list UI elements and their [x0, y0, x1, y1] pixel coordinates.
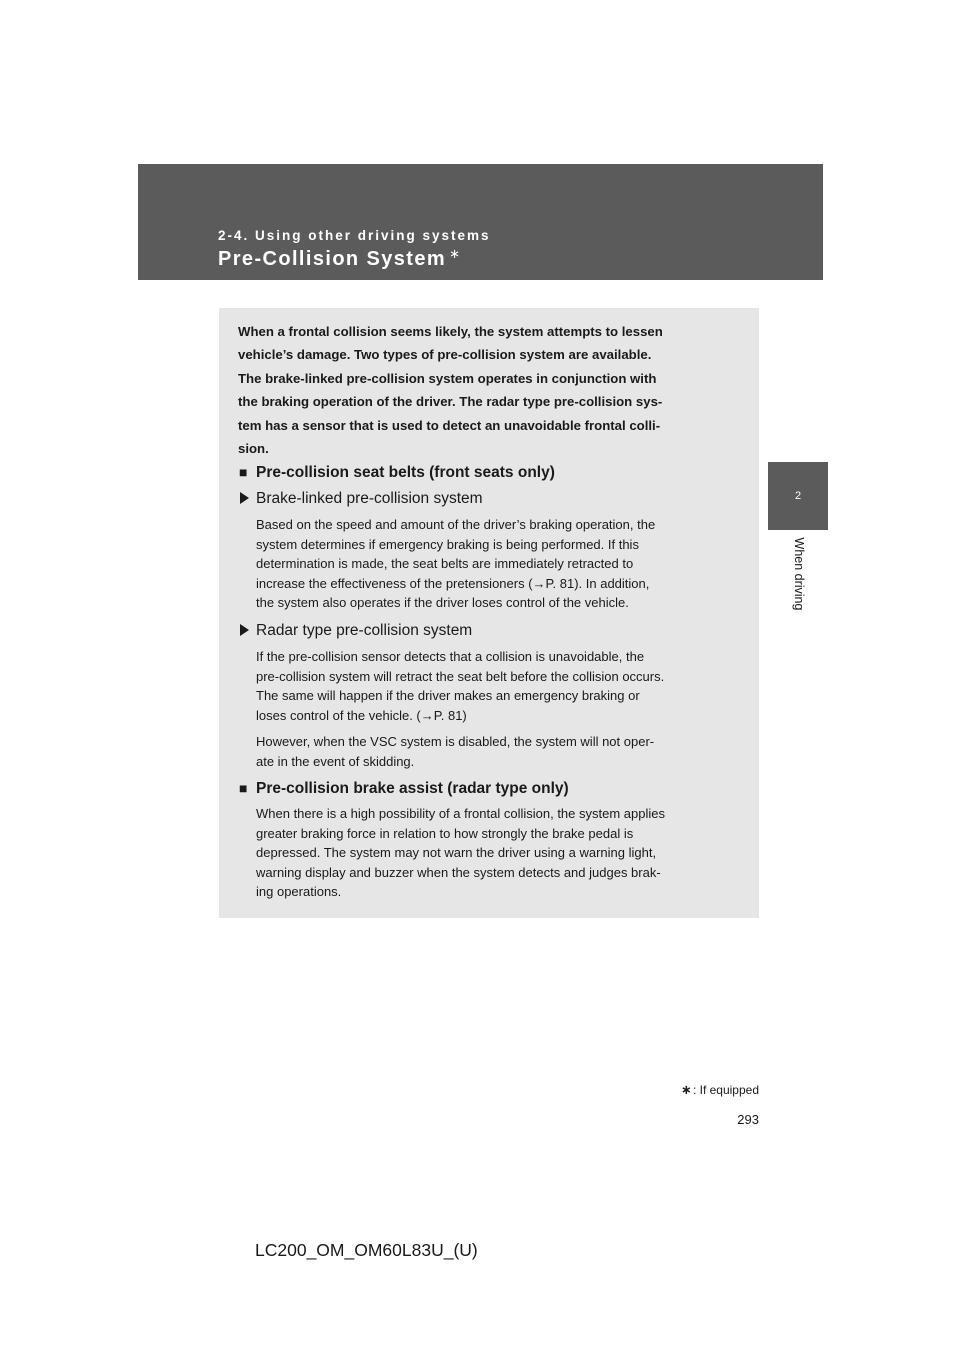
footnote-asterisk: ∗ — [681, 1082, 692, 1097]
body-line: However, when the VSC system is disabled, the system will not oper- — [256, 734, 655, 749]
body-line: the system also operates if the driver loses control of the vehicle. — [256, 595, 629, 611]
body-line: pre-collision system will retract the seat belt before the collision occurs. — [256, 668, 665, 684]
body-line: loses control of the vehicle. (→P. 81) — [256, 707, 467, 723]
document-code: LC200_OM_OM60L83U_(U) — [255, 1240, 478, 1260]
intro-line: vehicle’s damage. Two types of pre-collision system are available. — [238, 347, 652, 363]
subheading-brake-linked — [240, 490, 750, 508]
chapter-number: 2 — [794, 490, 802, 502]
intro-line: The brake-linked pre-collision system operates in conjunction with — [238, 370, 657, 386]
footnote-text: : If equipped — [692, 1083, 759, 1097]
section-heading-brake-assist — [239, 780, 749, 798]
subheading-radar-type — [240, 622, 750, 640]
footnote — [681, 1082, 759, 1098]
chapter-label: When driving — [792, 537, 806, 611]
body-line: warning display and buzzer when the system detects and judges brak- — [256, 864, 661, 880]
body-line: system determines if emergency braking is being performed. If this — [256, 536, 639, 552]
intro-paragraph — [238, 320, 736, 460]
header-band — [138, 164, 823, 280]
intro-line: the braking operation of the driver. The radar type pre-collision sys- — [238, 394, 663, 410]
body-line: greater braking force in relation to how strongly the brake pedal is — [256, 825, 634, 841]
subheading-text: Radar type pre-collision system — [256, 622, 473, 639]
section-heading-text: Pre-collision seat belts (front seats only) — [256, 464, 555, 481]
body-line: The same will happen if the driver makes an emergency braking or — [256, 688, 640, 704]
body-line: If the pre-collision sensor detects that a collision is unavoidable, the — [256, 649, 645, 664]
body-line: When there is a high possibility of a frontal collision, the system applies — [256, 806, 665, 821]
triangle-bullet-icon — [240, 624, 249, 636]
section-heading-text: Pre-collision brake assist (radar type only) — [256, 780, 569, 797]
vsc-disabled-paragraph — [256, 732, 736, 771]
section-heading-seat-belts — [239, 464, 749, 482]
body-line: ing operations. — [256, 884, 342, 900]
body-line: increase the effectiveness of the pretensioners (→P. 81). In addition, — [256, 575, 650, 591]
intro-line: When a frontal collision seems likely, the system attempts to lessen — [238, 324, 663, 339]
page-number: 293 — [737, 1112, 759, 1127]
section-label: 2-4. Using other driving systems — [218, 228, 491, 243]
radar-type-paragraph — [256, 647, 736, 725]
triangle-bullet-icon — [240, 492, 249, 504]
square-bullet-icon: ■ — [239, 464, 248, 480]
intro-line: sion. — [238, 441, 269, 457]
subheading-text: Brake-linked pre-collision system — [256, 490, 483, 507]
page-title-text: Pre-Collision System — [218, 248, 447, 270]
body-line: depressed. The system may not warn the driver using a warning light, — [256, 845, 657, 861]
square-bullet-icon: ■ — [239, 780, 248, 796]
body-line: determination is made, the seat belts are immediately retracted to — [256, 556, 634, 572]
brake-linked-paragraph — [256, 515, 736, 613]
body-line: ate in the event of skidding. — [256, 753, 415, 769]
content-box — [219, 308, 759, 918]
page-title — [218, 248, 461, 271]
brake-assist-paragraph — [256, 804, 736, 902]
title-asterisk: ∗ — [449, 246, 462, 261]
body-line: Based on the speed and amount of the driver’s braking operation, the — [256, 517, 656, 532]
intro-line: tem has a sensor that is used to detect an unavoidable frontal colli- — [238, 417, 661, 433]
